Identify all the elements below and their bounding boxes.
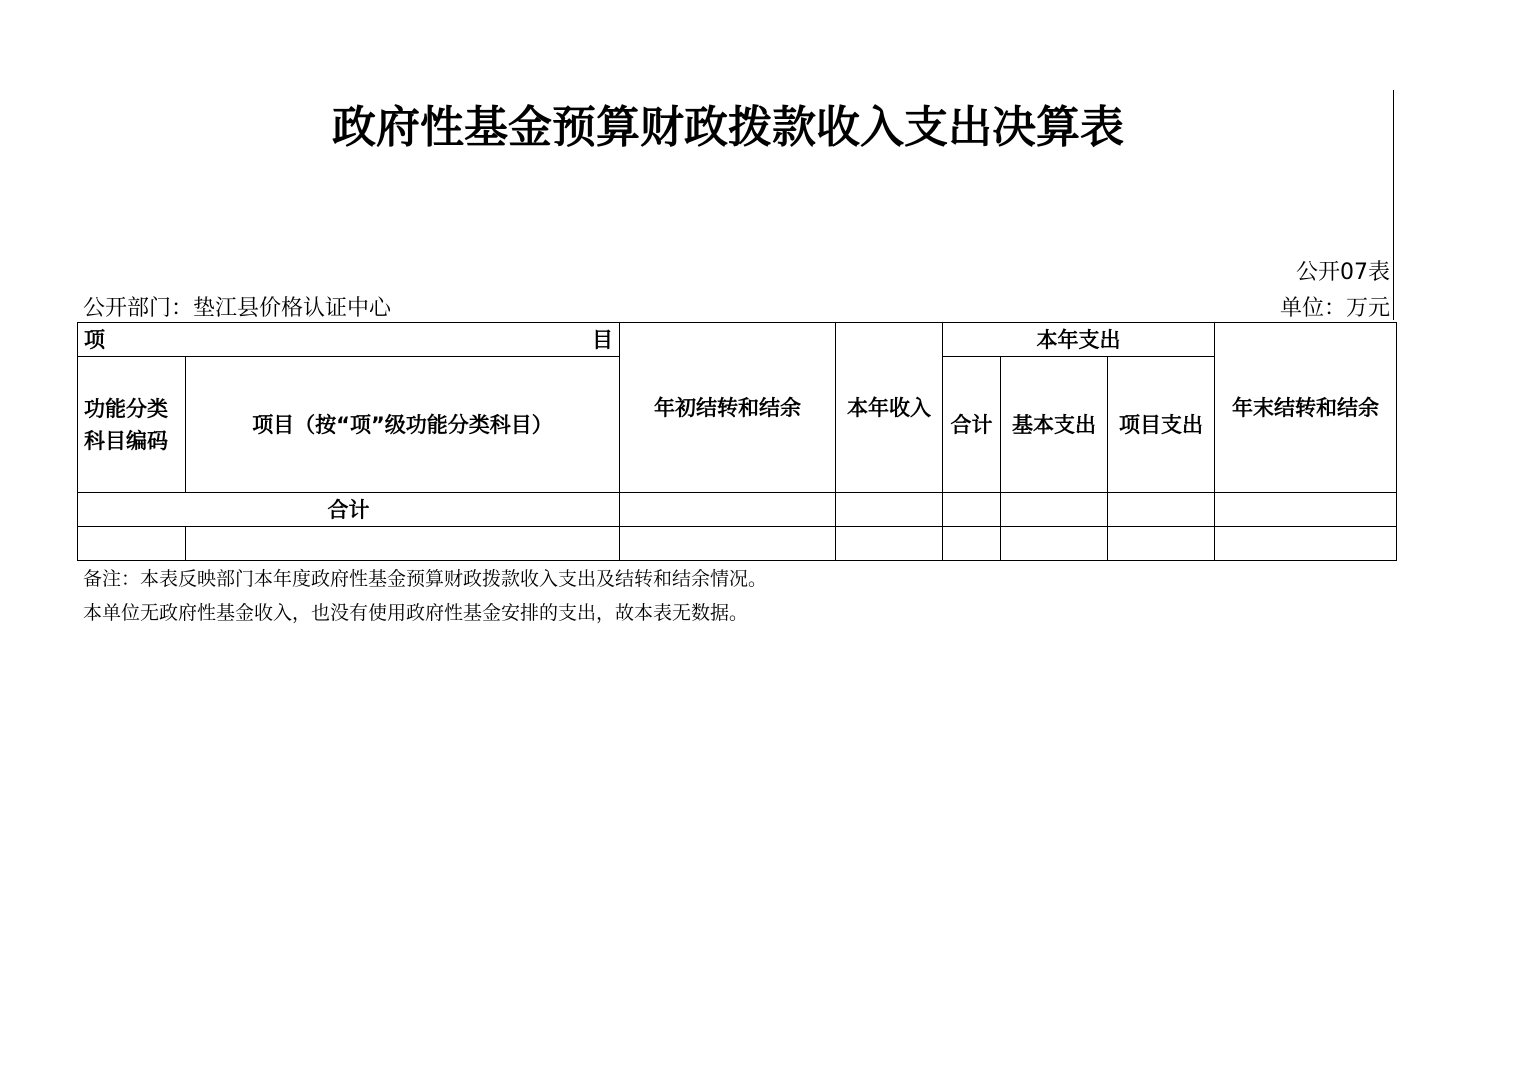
department-label: 公开部门：垫江县价格认证中心	[83, 296, 392, 321]
header-item-right: 目	[592, 328, 613, 352]
header-item	[78, 323, 620, 357]
row-basic-expense	[1001, 527, 1108, 561]
row-expense-total	[943, 527, 1001, 561]
header-expense-total: 合计	[943, 357, 1001, 493]
total-basic-expense	[1001, 493, 1108, 527]
total-row	[78, 493, 1397, 527]
row-name	[186, 527, 620, 561]
row-begin-balance	[620, 527, 836, 561]
header-expense-group: 本年支出	[943, 323, 1215, 357]
table-row	[78, 527, 1397, 561]
header-end-balance: 年末结转和结余	[1215, 323, 1397, 493]
total-end-balance	[1215, 493, 1397, 527]
budget-table	[77, 322, 1397, 561]
header-begin-balance: 年初结转和结余	[620, 323, 836, 493]
note-line-2: 本单位无政府性基金收入，也没有使用政府性基金安排的支出，故本表无数据。	[83, 602, 749, 624]
total-project-expense	[1108, 493, 1215, 527]
total-begin-balance	[620, 493, 836, 527]
note-line-1: 备注：本表反映部门本年度政府性基金预算财政拨款收入支出及结转和结余情况。	[83, 568, 768, 590]
row-income	[836, 527, 943, 561]
total-income	[836, 493, 943, 527]
row-code	[78, 527, 186, 561]
header-income: 本年收入	[836, 323, 943, 493]
total-expense	[943, 493, 1001, 527]
unit-label: 单位：万元	[1279, 296, 1390, 321]
header-item-left: 项	[84, 328, 105, 352]
table-number: 公开07表	[1296, 260, 1390, 285]
page-title: 政府性基金预算财政拨款收入支出决算表	[332, 102, 1124, 153]
row-project-expense	[1108, 527, 1215, 561]
total-label: 合计	[78, 493, 620, 527]
header-project-expense: 项目支出	[1108, 357, 1215, 493]
header-code: 功能分类科目编码	[78, 357, 186, 493]
row-end-balance	[1215, 527, 1397, 561]
header-basic-expense: 基本支出	[1001, 357, 1108, 493]
header-name: 项目（按“项”级功能分类科目）	[186, 357, 620, 493]
